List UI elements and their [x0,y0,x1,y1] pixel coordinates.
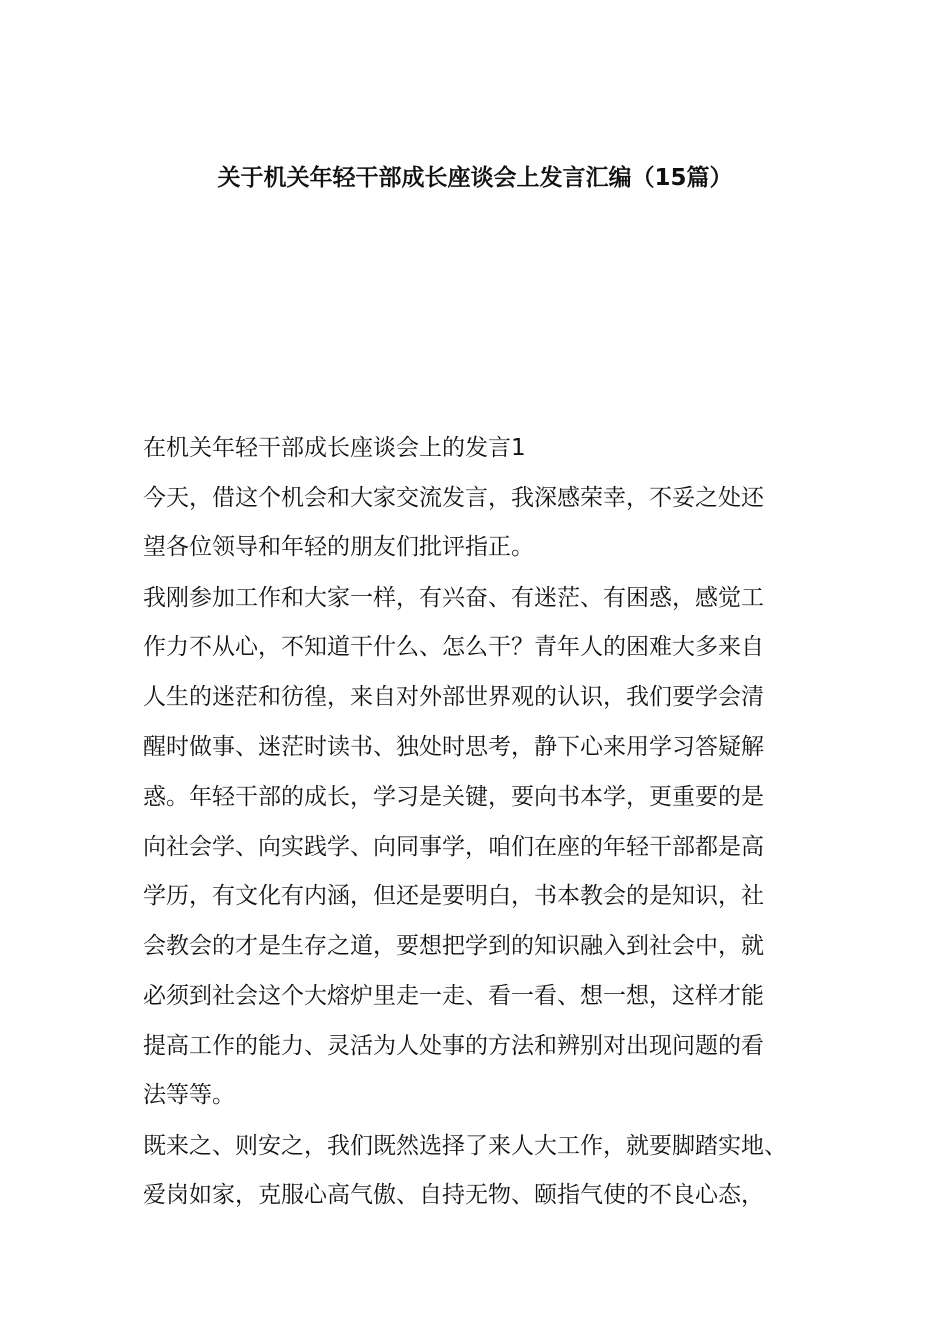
body-line: 会教会的才是生存之道，要想把学到的知识融入到社会中，就 [143,933,764,959]
body-line: 醒时做事、迷茫时读书、独处时思考，静下心来用学习答疑解 [143,734,764,760]
body-line: 人生的迷茫和彷徨，来自对外部世界观的认识，我们要学会清 [143,684,764,710]
body-line: 爱岗如家，克服心高气傲、自持无物、颐指气使的不良心态， [143,1182,764,1208]
body-line: 法等等。 [143,1082,235,1108]
document-title: 关于机关年轻干部成长座谈会上发言汇编（15篇） [217,165,733,191]
body-line: 必须到社会这个大熔炉里走一走、看一看、想一想，这样才能 [143,983,764,1009]
body-line: 作力不从心，不知道干什么、怎么干？青年人的困难大多来自 [143,634,764,660]
section-heading: 在机关年轻干部成长座谈会上的发言1 [143,435,526,461]
body-line: 提高工作的能力、灵活为人处事的方法和辨别对出现问题的看 [143,1033,764,1059]
body-line: 今天，借这个机会和大家交流发言，我深感荣幸，不妥之处还 [143,485,764,511]
body-line: 望各位领导和年轻的朋友们批评指正。 [143,534,534,560]
body-line: 学历，有文化有内涵，但还是要明白，书本教会的是知识，社 [143,883,764,909]
body-line: 惑。年轻干部的成长，学习是关键，要向书本学，更重要的是 [143,784,764,810]
body-line: 向社会学、向实践学、向同事学，咱们在座的年轻干部都是高 [143,834,764,860]
body-line: 我刚参加工作和大家一样，有兴奋、有迷茫、有困惑，感觉工 [143,585,764,611]
body-line: 既来之、则安之，我们既然选择了来人大工作，就要脚踏实地、 [143,1133,787,1159]
